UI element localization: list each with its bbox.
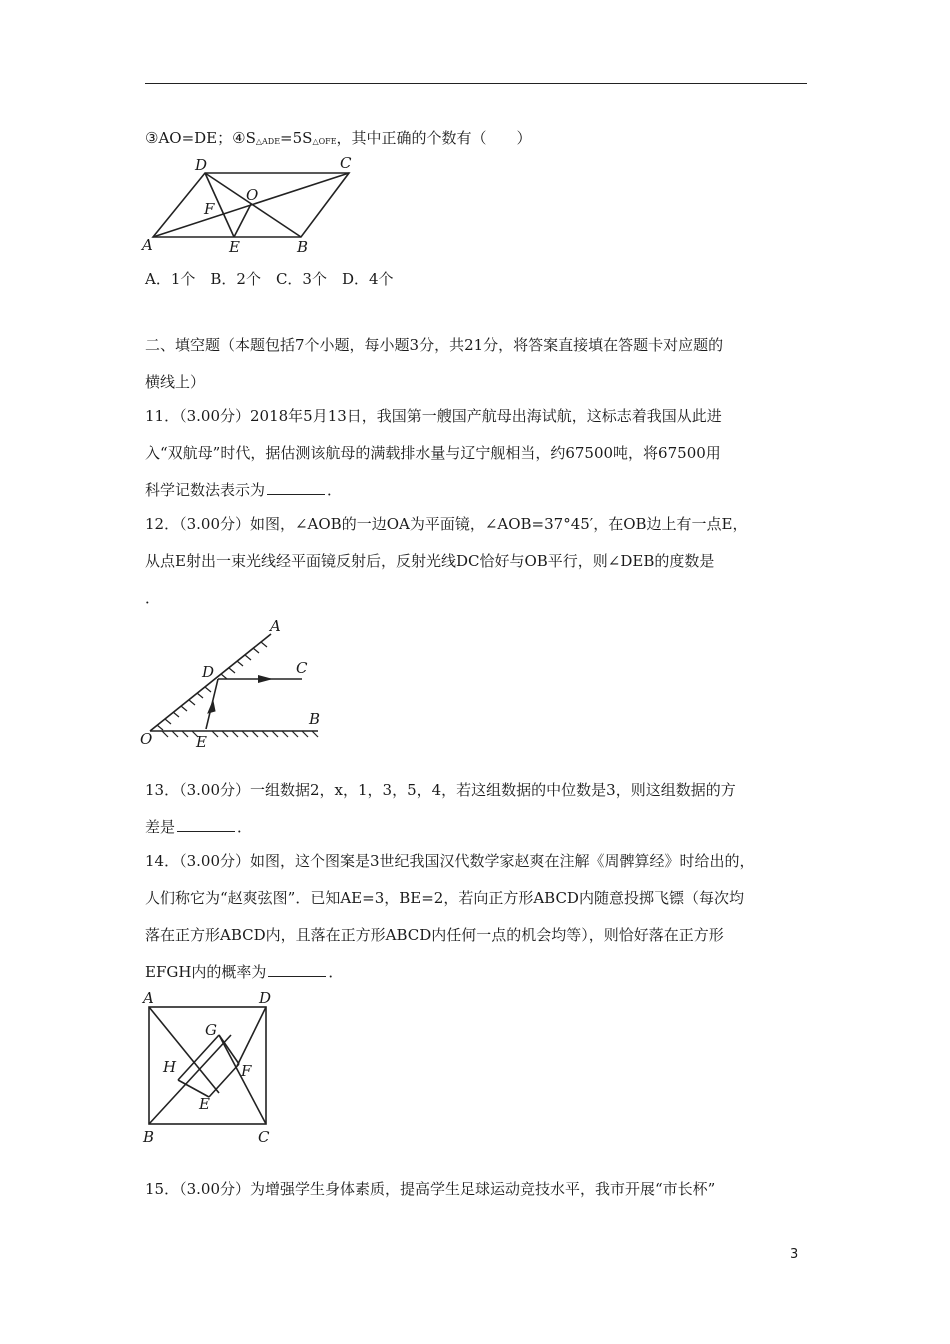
q13-line1: 13．（3.00分）一组数据2，x，1，3，5，4，若这组数据的中位数是3，则这组数据的方 <box>145 781 736 799</box>
q12-mirror-figure <box>138 612 328 752</box>
q10-cond-a: ③AO=DE；④S <box>145 129 256 147</box>
q10-label-d: D <box>195 156 208 174</box>
q14-line3: 落在正方形ABCD内，且落在正方形ABCD内任何一点的机会均等），则恰好落在正方形 <box>145 926 724 944</box>
q14-line4 <box>145 962 343 982</box>
q14-label-g: G <box>205 1021 217 1039</box>
q12-line3: ． <box>145 589 161 607</box>
q14-label-c: C <box>258 1128 270 1146</box>
q10-label-o: O <box>246 186 259 204</box>
q11-line1: 11．（3.00分）2018年5月13日，我国第一艘国产航母出海试航，这标志着我国从此进 <box>145 407 722 425</box>
q14-label-d: D <box>259 989 272 1007</box>
q14-label-a: A <box>143 989 154 1007</box>
q12-label-o: O <box>140 730 153 748</box>
q10-label-c: C <box>340 154 352 172</box>
q12-label-d: D <box>202 663 215 681</box>
q12-label-b: B <box>309 710 321 728</box>
q14-line4-end: ． <box>328 963 344 981</box>
q12-label-c: C <box>296 659 308 677</box>
q14-label-h: H <box>163 1058 177 1076</box>
q10-label-e: E <box>229 238 240 256</box>
q10-label-f: F <box>204 200 215 218</box>
q14-answer-blank <box>268 962 326 977</box>
q12-line2: 从点E射出一束光线经平面镜反射后，反射光线DC恰好与OB平行，则∠DEB的度数是 <box>145 552 715 570</box>
q13-line2 <box>145 817 252 837</box>
q11-answer-blank <box>267 480 325 495</box>
q15-line1: 15．（3.00分）为增强学生身体素质，提高学生足球运动竞技水平，我市开展“市长杯” <box>145 1180 716 1198</box>
q12-label-a: A <box>270 617 281 635</box>
q10-label-b: B <box>297 238 309 256</box>
q10-choices: A．1个 B．2个 C．3个 D．4个 <box>145 270 394 288</box>
header-rule <box>145 83 807 84</box>
section2-heading-line2: 横线上） <box>145 373 206 391</box>
q12-label-e: E <box>196 733 207 751</box>
q14-label-f: F <box>241 1062 252 1080</box>
page-number: 3 <box>790 1247 799 1262</box>
q10-conditions <box>145 128 532 152</box>
q14-line1: 14．（3.00分）如图，这个图案是3世纪我国汉代数学家赵爽在注解《周髀算经》时给出的， <box>145 852 755 870</box>
q13-answer-blank <box>177 817 235 832</box>
q13-line2-text: 差是 <box>145 818 176 836</box>
q11-line3-text: 科学记数法表示为 <box>145 481 266 499</box>
q11-line3 <box>145 480 342 500</box>
q10-sub1: △ADE <box>255 137 281 146</box>
q10-parallelogram-figure <box>138 152 388 258</box>
q10-cond-b: =5S <box>280 129 313 147</box>
q10-sub2: △OFE <box>312 137 337 146</box>
q10-cond-c: ，其中正确的个数有（ ） <box>336 129 532 147</box>
q12-line1: 12．（3.00分）如图，∠AOB的一边OA为平面镜，∠AOB=37°45′，在OB边上有一点E， <box>145 515 748 533</box>
q14-zhao-shuang-figure <box>138 985 288 1150</box>
q11-line3-end: ． <box>327 481 343 499</box>
q14-line4-text: EFGH内的概率为 <box>145 963 267 981</box>
q14-label-e: E <box>199 1095 210 1113</box>
q14-label-b: B <box>143 1128 155 1146</box>
q13-line2-end: ． <box>237 818 253 836</box>
q10-label-a: A <box>142 236 153 254</box>
q11-line2: 入“双航母”时代，据估测该航母的满载排水量与辽宁舰相当，约67500吨，将67500用 <box>145 444 721 462</box>
q14-line2: 人们称它为“赵爽弦图”．已知AE=3，BE=2，若向正方形ABCD内随意投掷飞镖（每次均 <box>145 889 744 907</box>
section2-heading-line1: 二、填空题（本题包括7个小题，每小题3分，共21分，将答案直接填在答题卡对应题的 <box>145 336 724 354</box>
